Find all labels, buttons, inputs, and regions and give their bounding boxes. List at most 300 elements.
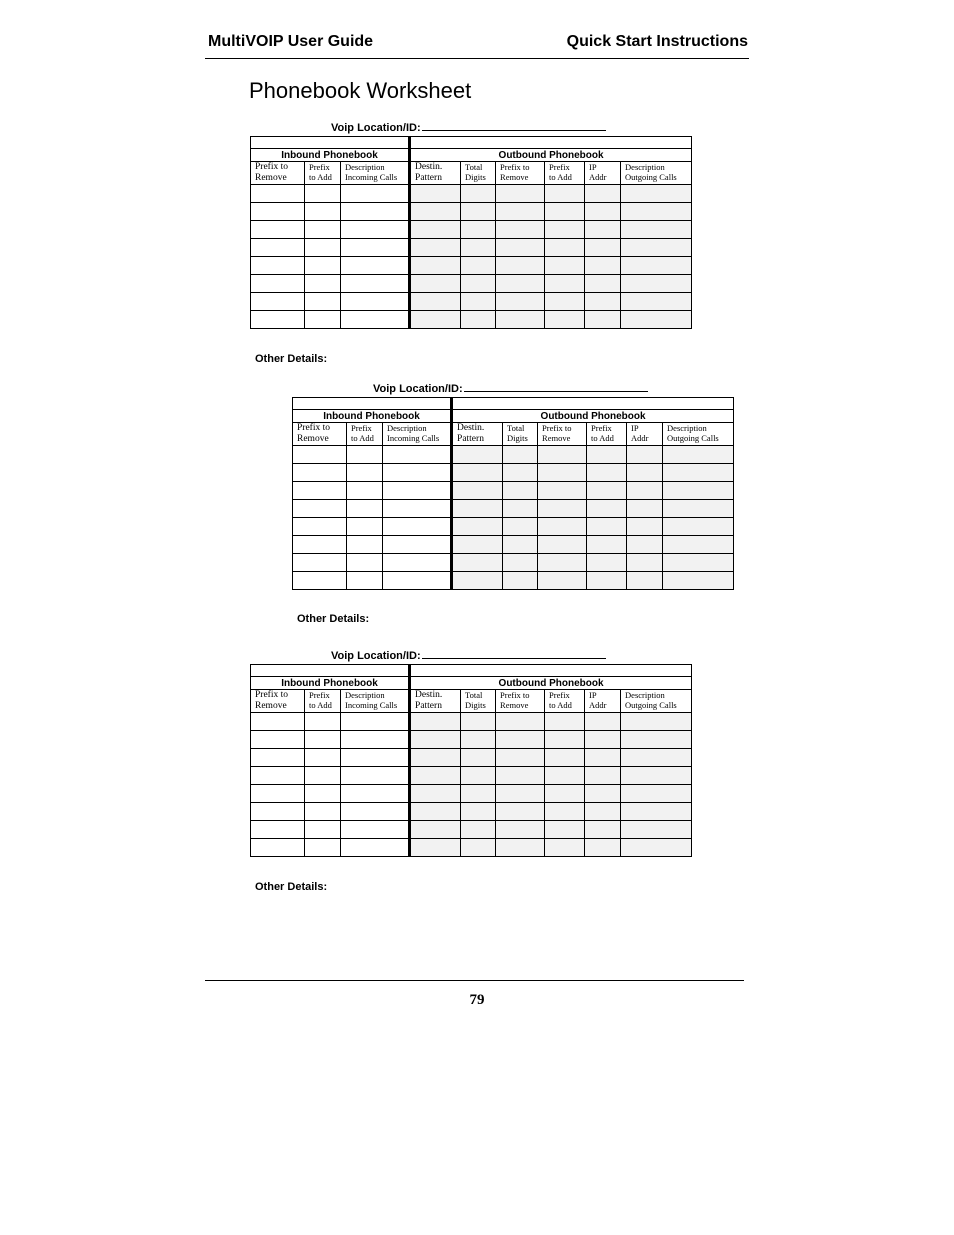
outbound-entry-cell[interactable] [621, 749, 692, 767]
outbound-entry-cell[interactable] [461, 311, 496, 329]
col-out-ip-addr: IP Addr [627, 423, 663, 446]
outbound-entry-cell[interactable] [496, 821, 545, 839]
worksheet-2 [292, 383, 733, 625]
outbound-entry-cell[interactable] [410, 203, 461, 221]
outbound-entry-cell[interactable] [410, 731, 461, 749]
outbound-entry-cell[interactable] [663, 554, 734, 572]
outbound-entry-cell[interactable] [663, 446, 734, 464]
table-row [251, 839, 692, 857]
outbound-entry-cell[interactable] [461, 821, 496, 839]
inbound-entry-cell[interactable] [341, 803, 410, 821]
col-out-ip-addr: IP Addr [585, 690, 621, 713]
outbound-entry-cell[interactable] [621, 275, 692, 293]
inbound-entry-cell[interactable] [341, 713, 410, 731]
outbound-entry-cell[interactable] [587, 500, 627, 518]
outbound-entry-cell[interactable] [587, 446, 627, 464]
inbound-entry-cell[interactable] [341, 203, 410, 221]
phonebook-table [292, 397, 734, 590]
outbound-entry-cell[interactable] [621, 293, 692, 311]
outbound-entry-cell[interactable] [410, 239, 461, 257]
worksheet-1 [250, 122, 691, 365]
outbound-entry-cell[interactable] [452, 572, 503, 590]
col-out-destin-pattern: Destin. Pattern [452, 423, 503, 446]
outbound-entry-cell[interactable] [585, 275, 621, 293]
outbound-entry-cell[interactable] [585, 821, 621, 839]
outbound-entry-cell[interactable] [452, 482, 503, 500]
outbound-entry-cell[interactable] [663, 464, 734, 482]
outbound-entry-cell[interactable] [663, 536, 734, 554]
outbound-entry-cell[interactable] [627, 572, 663, 590]
outbound-entry-cell[interactable] [585, 713, 621, 731]
inbound-entry-cell[interactable] [251, 713, 305, 731]
table-row [251, 749, 692, 767]
outbound-entry-cell[interactable] [410, 713, 461, 731]
col-out-prefix-remove: Prefix to Remove [538, 423, 587, 446]
inbound-entry-cell[interactable] [305, 203, 341, 221]
col-out-prefix-add: Prefix to Add [545, 690, 585, 713]
outbound-entry-cell[interactable] [621, 221, 692, 239]
inbound-heading: Inbound Phonebook [251, 149, 410, 162]
inbound-entry-cell[interactable] [251, 749, 305, 767]
inbound-entry-cell[interactable] [341, 839, 410, 857]
inbound-entry-cell[interactable] [251, 767, 305, 785]
inbound-entry-cell[interactable] [251, 311, 305, 329]
outbound-entry-cell[interactable] [621, 839, 692, 857]
voip-location-field[interactable] [422, 119, 606, 131]
outbound-entry-cell[interactable] [410, 803, 461, 821]
inbound-entry-cell[interactable] [347, 518, 383, 536]
inbound-entry-cell[interactable] [305, 221, 341, 239]
voip-location-field[interactable] [422, 647, 606, 659]
outbound-entry-cell[interactable] [621, 203, 692, 221]
inbound-entry-cell[interactable] [341, 821, 410, 839]
outbound-heading: Outbound Phonebook [410, 677, 692, 690]
outbound-entry-cell[interactable] [585, 185, 621, 203]
table-row [251, 803, 692, 821]
inbound-entry-cell[interactable] [383, 446, 452, 464]
outbound-entry-cell[interactable] [410, 311, 461, 329]
inbound-entry-cell[interactable] [293, 518, 347, 536]
outbound-entry-cell[interactable] [452, 536, 503, 554]
inbound-entry-cell[interactable] [305, 749, 341, 767]
outbound-entry-cell[interactable] [545, 767, 585, 785]
inbound-entry-cell[interactable] [383, 536, 452, 554]
outbound-entry-cell[interactable] [461, 785, 496, 803]
outbound-entry-cell[interactable] [461, 767, 496, 785]
outbound-entry-cell[interactable] [452, 518, 503, 536]
col-in-prefix-remove: Prefix to Remove [293, 423, 347, 446]
outbound-heading: Outbound Phonebook [410, 149, 692, 162]
col-out-description: Description Outgoing Calls [621, 690, 692, 713]
outbound-entry-cell[interactable] [585, 221, 621, 239]
inbound-entry-cell[interactable] [251, 803, 305, 821]
outbound-entry-cell[interactable] [410, 749, 461, 767]
outbound-entry-cell[interactable] [496, 311, 545, 329]
inbound-entry-cell[interactable] [305, 839, 341, 857]
outbound-entry-cell[interactable] [503, 464, 538, 482]
outbound-entry-cell[interactable] [585, 839, 621, 857]
outbound-entry-cell[interactable] [461, 185, 496, 203]
outbound-entry-cell[interactable] [627, 518, 663, 536]
outbound-entry-cell[interactable] [538, 446, 587, 464]
outbound-entry-cell[interactable] [621, 803, 692, 821]
inbound-entry-cell[interactable] [347, 536, 383, 554]
outbound-entry-cell[interactable] [587, 482, 627, 500]
inbound-entry-cell[interactable] [293, 482, 347, 500]
inbound-entry-cell[interactable] [341, 257, 410, 275]
outbound-entry-cell[interactable] [461, 275, 496, 293]
col-in-prefix-add: Prefix to Add [347, 423, 383, 446]
inbound-entry-cell[interactable] [293, 500, 347, 518]
inbound-entry-cell[interactable] [251, 785, 305, 803]
inbound-entry-cell[interactable] [341, 275, 410, 293]
phonebook-table [250, 664, 692, 857]
outbound-entry-cell[interactable] [621, 785, 692, 803]
other-details-label: Other Details: [255, 353, 328, 365]
table-row [251, 731, 692, 749]
outbound-entry-cell[interactable] [496, 785, 545, 803]
outbound-entry-cell[interactable] [585, 311, 621, 329]
inbound-entry-cell[interactable] [383, 518, 452, 536]
outbound-entry-cell[interactable] [496, 221, 545, 239]
outbound-entry-cell[interactable] [452, 464, 503, 482]
inbound-entry-cell[interactable] [341, 293, 410, 311]
inbound-entry-cell[interactable] [251, 731, 305, 749]
table-row [293, 554, 734, 572]
inbound-entry-cell[interactable] [305, 239, 341, 257]
outbound-entry-cell[interactable] [496, 713, 545, 731]
col-out-total-digits: Total Digits [461, 162, 496, 185]
table-row [293, 446, 734, 464]
outbound-entry-cell[interactable] [621, 257, 692, 275]
inbound-entry-cell[interactable] [305, 257, 341, 275]
outbound-entry-cell[interactable] [410, 257, 461, 275]
inbound-entry-cell[interactable] [251, 203, 305, 221]
outbound-entry-cell[interactable] [461, 203, 496, 221]
outbound-entry-cell[interactable] [545, 239, 585, 257]
inbound-entry-cell[interactable] [341, 311, 410, 329]
col-in-prefix-add: Prefix to Add [305, 690, 341, 713]
table-row [251, 203, 692, 221]
outbound-entry-cell[interactable] [452, 554, 503, 572]
outbound-entry-cell[interactable] [496, 185, 545, 203]
outbound-entry-cell[interactable] [585, 203, 621, 221]
col-out-prefix-remove: Prefix to Remove [496, 690, 545, 713]
inbound-entry-cell[interactable] [305, 311, 341, 329]
outbound-entry-cell[interactable] [621, 767, 692, 785]
table-row [251, 821, 692, 839]
outbound-entry-cell[interactable] [585, 731, 621, 749]
table-top-blank-inbound [251, 665, 410, 677]
outbound-entry-cell[interactable] [621, 311, 692, 329]
outbound-entry-cell[interactable] [461, 803, 496, 821]
table-row [293, 536, 734, 554]
inbound-entry-cell[interactable] [251, 275, 305, 293]
table-top-blank-outbound [452, 398, 734, 410]
outbound-entry-cell[interactable] [503, 572, 538, 590]
col-in-description: Description Incoming Calls [383, 423, 452, 446]
outbound-entry-cell[interactable] [410, 293, 461, 311]
inbound-entry-cell[interactable] [251, 839, 305, 857]
outbound-entry-cell[interactable] [627, 446, 663, 464]
inbound-entry-cell[interactable] [341, 221, 410, 239]
inbound-entry-cell[interactable] [341, 239, 410, 257]
col-out-destin-pattern: Destin. Pattern [410, 162, 461, 185]
outbound-entry-cell[interactable] [496, 293, 545, 311]
inbound-entry-cell[interactable] [305, 713, 341, 731]
outbound-entry-cell[interactable] [545, 731, 585, 749]
outbound-entry-cell[interactable] [538, 554, 587, 572]
outbound-entry-cell[interactable] [503, 482, 538, 500]
table-row [251, 275, 692, 293]
inbound-entry-cell[interactable] [305, 821, 341, 839]
outbound-entry-cell[interactable] [587, 464, 627, 482]
inbound-heading: Inbound Phonebook [293, 410, 452, 423]
col-out-total-digits: Total Digits [503, 423, 538, 446]
outbound-entry-cell[interactable] [496, 203, 545, 221]
inbound-entry-cell[interactable] [293, 464, 347, 482]
outbound-entry-cell[interactable] [587, 572, 627, 590]
inbound-entry-cell[interactable] [305, 731, 341, 749]
outbound-entry-cell[interactable] [410, 221, 461, 239]
outbound-entry-cell[interactable] [585, 293, 621, 311]
table-row [293, 518, 734, 536]
inbound-entry-cell[interactable] [341, 767, 410, 785]
voip-location-label: Voip Location/ID: [331, 647, 606, 662]
col-out-prefix-add: Prefix to Add [587, 423, 627, 446]
outbound-entry-cell[interactable] [461, 749, 496, 767]
outbound-entry-cell[interactable] [461, 293, 496, 311]
page-title: Phonebook Worksheet [249, 78, 472, 103]
outbound-entry-cell[interactable] [461, 839, 496, 857]
outbound-entry-cell[interactable] [496, 767, 545, 785]
outbound-entry-cell[interactable] [545, 803, 585, 821]
table-top-blank-inbound [251, 137, 410, 149]
inbound-entry-cell[interactable] [347, 572, 383, 590]
inbound-entry-cell[interactable] [383, 500, 452, 518]
outbound-entry-cell[interactable] [503, 536, 538, 554]
other-details-label: Other Details: [255, 881, 328, 893]
outbound-entry-cell[interactable] [621, 713, 692, 731]
outbound-entry-cell[interactable] [538, 464, 587, 482]
inbound-entry-cell[interactable] [341, 731, 410, 749]
inbound-entry-cell[interactable] [347, 482, 383, 500]
table-row [251, 239, 692, 257]
table-row [251, 311, 692, 329]
outbound-entry-cell[interactable] [545, 839, 585, 857]
outbound-entry-cell[interactable] [503, 518, 538, 536]
voip-location-label: Voip Location/ID: [373, 380, 648, 395]
col-in-prefix-remove: Prefix to Remove [251, 162, 305, 185]
outbound-entry-cell[interactable] [496, 275, 545, 293]
other-details-label: Other Details: [297, 613, 370, 625]
outbound-entry-cell[interactable] [538, 572, 587, 590]
table-row [293, 572, 734, 590]
outbound-entry-cell[interactable] [621, 731, 692, 749]
table-top-blank-inbound [293, 398, 452, 410]
outbound-entry-cell[interactable] [410, 185, 461, 203]
col-out-destin-pattern: Destin. Pattern [410, 690, 461, 713]
outbound-entry-cell[interactable] [452, 500, 503, 518]
section-title: Quick Start Instructions [566, 33, 748, 50]
outbound-entry-cell[interactable] [663, 518, 734, 536]
inbound-entry-cell[interactable] [383, 482, 452, 500]
outbound-entry-cell[interactable] [587, 536, 627, 554]
outbound-entry-cell[interactable] [410, 785, 461, 803]
inbound-entry-cell[interactable] [383, 554, 452, 572]
outbound-entry-cell[interactable] [496, 803, 545, 821]
outbound-entry-cell[interactable] [496, 731, 545, 749]
outbound-entry-cell[interactable] [461, 731, 496, 749]
inbound-entry-cell[interactable] [305, 275, 341, 293]
outbound-entry-cell[interactable] [587, 518, 627, 536]
table-row [293, 464, 734, 482]
header-rule [205, 58, 749, 59]
outbound-entry-cell[interactable] [496, 839, 545, 857]
col-out-total-digits: Total Digits [461, 690, 496, 713]
col-out-prefix-remove: Prefix to Remove [496, 162, 545, 185]
col-out-prefix-add: Prefix to Add [545, 162, 585, 185]
outbound-entry-cell[interactable] [545, 185, 585, 203]
inbound-entry-cell[interactable] [305, 785, 341, 803]
worksheet-3 [250, 650, 691, 893]
inbound-entry-cell[interactable] [293, 446, 347, 464]
outbound-entry-cell[interactable] [585, 749, 621, 767]
col-out-description: Description Outgoing Calls [621, 162, 692, 185]
inbound-entry-cell[interactable] [383, 464, 452, 482]
inbound-entry-cell[interactable] [341, 185, 410, 203]
inbound-entry-cell[interactable] [293, 536, 347, 554]
inbound-entry-cell[interactable] [347, 446, 383, 464]
outbound-entry-cell[interactable] [545, 749, 585, 767]
outbound-heading: Outbound Phonebook [452, 410, 734, 423]
table-row [251, 767, 692, 785]
table-row [251, 185, 692, 203]
outbound-entry-cell[interactable] [545, 293, 585, 311]
inbound-entry-cell[interactable] [251, 185, 305, 203]
outbound-entry-cell[interactable] [452, 446, 503, 464]
outbound-entry-cell[interactable] [545, 713, 585, 731]
outbound-entry-cell[interactable] [663, 572, 734, 590]
outbound-entry-cell[interactable] [503, 500, 538, 518]
outbound-entry-cell[interactable] [585, 239, 621, 257]
col-out-ip-addr: IP Addr [585, 162, 621, 185]
inbound-entry-cell[interactable] [251, 239, 305, 257]
outbound-entry-cell[interactable] [496, 749, 545, 767]
footer-rule [205, 980, 744, 981]
outbound-entry-cell[interactable] [496, 257, 545, 275]
outbound-entry-cell[interactable] [410, 839, 461, 857]
inbound-entry-cell[interactable] [347, 500, 383, 518]
outbound-entry-cell[interactable] [585, 803, 621, 821]
inbound-entry-cell[interactable] [293, 554, 347, 572]
col-in-prefix-remove: Prefix to Remove [251, 690, 305, 713]
voip-location-label: Voip Location/ID: [331, 119, 606, 134]
table-row [251, 785, 692, 803]
inbound-entry-cell[interactable] [251, 821, 305, 839]
table-row [251, 293, 692, 311]
outbound-entry-cell[interactable] [538, 482, 587, 500]
outbound-entry-cell[interactable] [621, 239, 692, 257]
phonebook-table [250, 136, 692, 329]
outbound-entry-cell[interactable] [627, 464, 663, 482]
outbound-entry-cell[interactable] [585, 785, 621, 803]
inbound-entry-cell[interactable] [305, 293, 341, 311]
outbound-entry-cell[interactable] [663, 482, 734, 500]
inbound-entry-cell[interactable] [383, 572, 452, 590]
outbound-entry-cell[interactable] [461, 257, 496, 275]
voip-location-field[interactable] [464, 380, 648, 392]
outbound-entry-cell[interactable] [587, 554, 627, 572]
inbound-entry-cell[interactable] [341, 785, 410, 803]
inbound-entry-cell[interactable] [251, 293, 305, 311]
col-in-description: Description Incoming Calls [341, 690, 410, 713]
outbound-entry-cell[interactable] [503, 554, 538, 572]
outbound-entry-cell[interactable] [496, 239, 545, 257]
outbound-entry-cell[interactable] [538, 500, 587, 518]
table-row [251, 713, 692, 731]
outbound-entry-cell[interactable] [545, 785, 585, 803]
page-number: 79 [469, 992, 485, 1008]
outbound-entry-cell[interactable] [663, 500, 734, 518]
outbound-entry-cell[interactable] [545, 203, 585, 221]
table-top-blank-outbound [410, 665, 692, 677]
inbound-entry-cell[interactable] [347, 464, 383, 482]
table-row [293, 500, 734, 518]
inbound-heading: Inbound Phonebook [251, 677, 410, 690]
inbound-entry-cell[interactable] [347, 554, 383, 572]
inbound-entry-cell[interactable] [305, 185, 341, 203]
inbound-entry-cell[interactable] [251, 257, 305, 275]
inbound-entry-cell[interactable] [305, 803, 341, 821]
outbound-entry-cell[interactable] [461, 239, 496, 257]
inbound-entry-cell[interactable] [341, 749, 410, 767]
outbound-entry-cell[interactable] [545, 311, 585, 329]
outbound-entry-cell[interactable] [410, 275, 461, 293]
outbound-entry-cell[interactable] [627, 536, 663, 554]
col-in-prefix-add: Prefix to Add [305, 162, 341, 185]
table-top-blank-outbound [410, 137, 692, 149]
outbound-entry-cell[interactable] [538, 536, 587, 554]
table-row [293, 482, 734, 500]
inbound-entry-cell[interactable] [251, 221, 305, 239]
outbound-entry-cell[interactable] [503, 446, 538, 464]
outbound-entry-cell[interactable] [410, 767, 461, 785]
outbound-entry-cell[interactable] [627, 554, 663, 572]
outbound-entry-cell[interactable] [461, 713, 496, 731]
outbound-entry-cell[interactable] [545, 821, 585, 839]
outbound-entry-cell[interactable] [621, 821, 692, 839]
col-out-description: Description Outgoing Calls [663, 423, 734, 446]
outbound-entry-cell[interactable] [627, 500, 663, 518]
outbound-entry-cell[interactable] [461, 221, 496, 239]
table-row [251, 221, 692, 239]
outbound-entry-cell[interactable] [538, 518, 587, 536]
inbound-entry-cell[interactable] [293, 572, 347, 590]
outbound-entry-cell[interactable] [545, 257, 585, 275]
inbound-entry-cell[interactable] [305, 767, 341, 785]
guide-title: MultiVOIP User Guide [208, 33, 374, 50]
outbound-entry-cell[interactable] [621, 185, 692, 203]
outbound-entry-cell[interactable] [585, 767, 621, 785]
outbound-entry-cell[interactable] [585, 257, 621, 275]
outbound-entry-cell[interactable] [545, 275, 585, 293]
outbound-entry-cell[interactable] [545, 221, 585, 239]
outbound-entry-cell[interactable] [410, 821, 461, 839]
col-in-description: Description Incoming Calls [341, 162, 410, 185]
outbound-entry-cell[interactable] [627, 482, 663, 500]
table-row [251, 257, 692, 275]
